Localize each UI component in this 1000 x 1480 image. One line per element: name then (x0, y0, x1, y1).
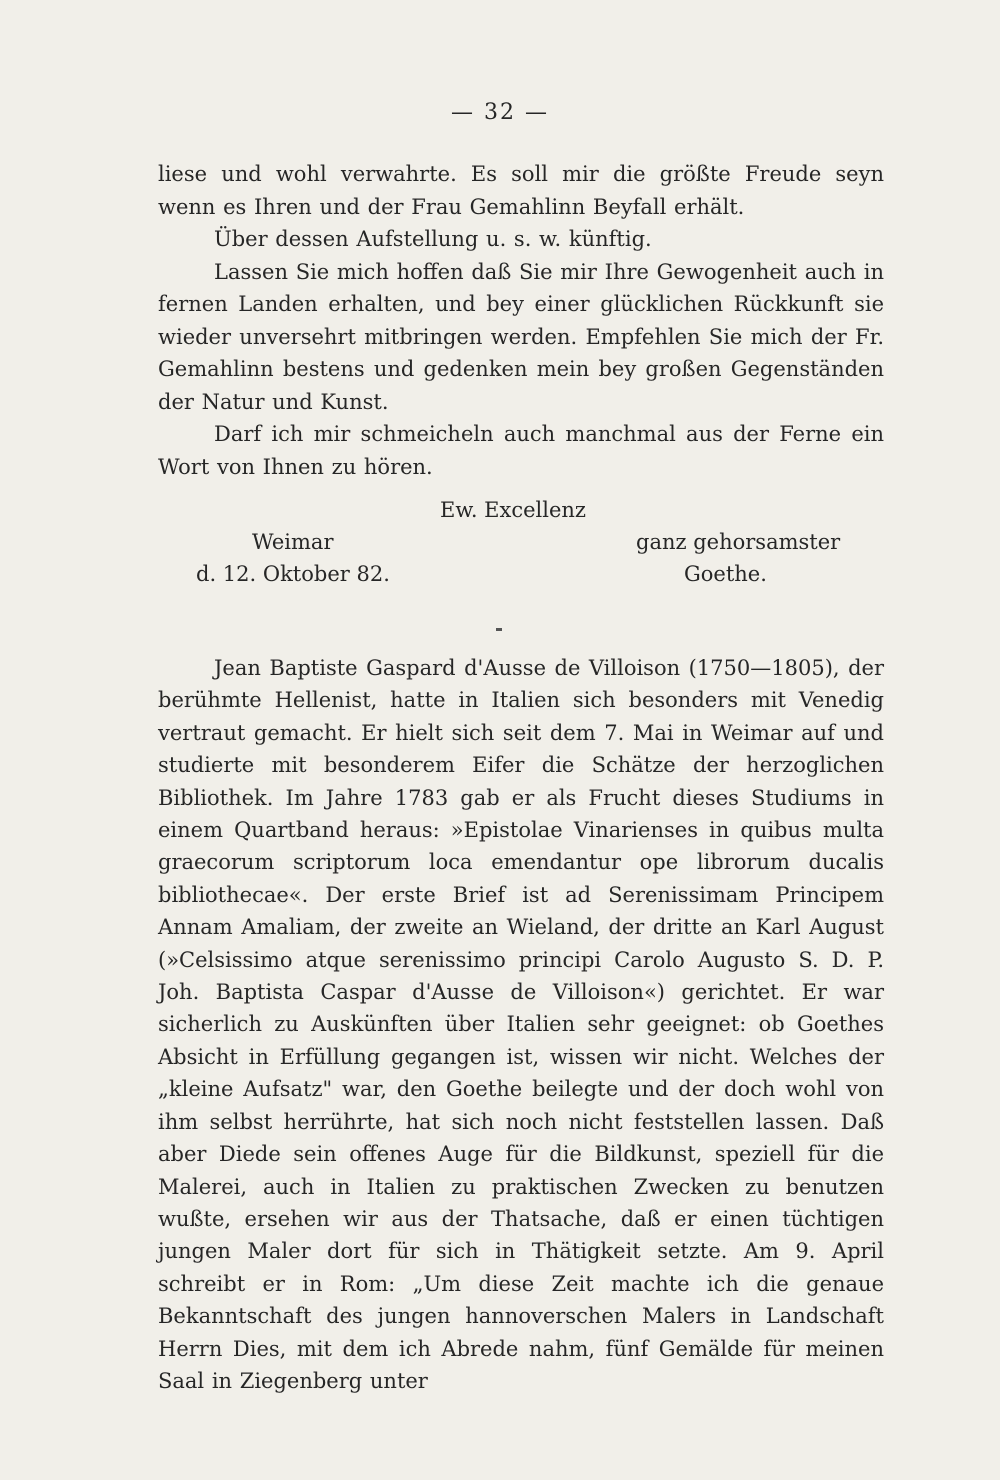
section-divider (496, 628, 502, 631)
page-number: — 32 — (451, 100, 549, 125)
commentary-body (158, 652, 884, 1397)
letter-place: Weimar (252, 530, 334, 554)
letter-paragraph: Über dessen Aufstellung u. s. w. künftig. (214, 227, 652, 251)
letter-salutation: Ew. Excellenz (440, 498, 586, 522)
letter-paragraph: liese und wohl verwahrte. Es soll mir die größte Freude seyn wenn es Ihren und der Frau Gemahlinn Beyfall erhält. (158, 162, 884, 219)
letter-body (158, 158, 884, 483)
letter-paragraph: Darf ich mir schmeicheln auch manchmal aus der Ferne ein Wort von Ihnen zu hören. (158, 422, 884, 479)
commentary-paragraph: Jean Baptiste Gaspard d'Ausse de Villoison (1750—1805), der berühmte Hellenist, hatte in Italien sich besonders mit Venedig vertraut gemacht. Er hielt sich seit dem 7. Mai in Weimar auf und studierte mit besonderem Eifer die Schätze der herzoglichen Bibliothek. Im Jahre 1783 gab er als Frucht dieses Studiums in einem Quartband heraus: »Epistolae Vinarienses in quibus multa graecorum scriptorum loca emendantur ope librorum ducalis bibliothecae«. Der erste Brief ist ad Serenissimam Principem Annam Amaliam, der zweite an Wieland, der dritte an Karl August (»Celsissimo atque serenissimo principi Carolo Augusto S. D. P. Joh. Baptista Caspar d'Ausse de Villoison«) gerichtet. Er war sicherlich zu Auskünften über Italien sehr geeignet: ob Goethes Absicht in Erfüllung gegangen ist, wissen wir nicht. Welches der „kleine Aufsatz" war, den Goethe beilegte und der doch wohl von ihm selbst herrührte, hat sich noch nicht feststellen lassen. Daß aber Diede sein offenes Auge für die Bildkunst, speziell für die Malerei, auch in Italien zu praktischen Zwecken zu benutzen wußte, ersehen wir aus der Thatsache, daß er einen tüchtigen jungen Maler dort für sich in Thätigkeit setzte. Am 9. April schreibt er in Rom: „Um diese Zeit machte ich die genaue Bekanntschaft des jungen hannoverschen Malers in Landschaft Herrn Dies, mit dem ich Abrede nahm, fünf Gemälde für meinen Saal in Ziegenberg unter (158, 656, 884, 1393)
letter-closing: ganz gehorsamster (636, 530, 841, 554)
letter-paragraph: Lassen Sie mich hoffen daß Sie mir Ihre Gewogenheit auch in fernen Landen erhalten, und bey einer glücklichen Rückkunft sie wieder unversehrt mitbringen werden. Empfehlen Sie mich der Fr. Gemahlinn bestens und gedenken mein bey großen Gegenständen der Natur und Kunst. (158, 259, 884, 414)
letter-signature: Goethe. (684, 562, 767, 586)
letter-date: d. 12. Oktober 82. (196, 562, 390, 586)
